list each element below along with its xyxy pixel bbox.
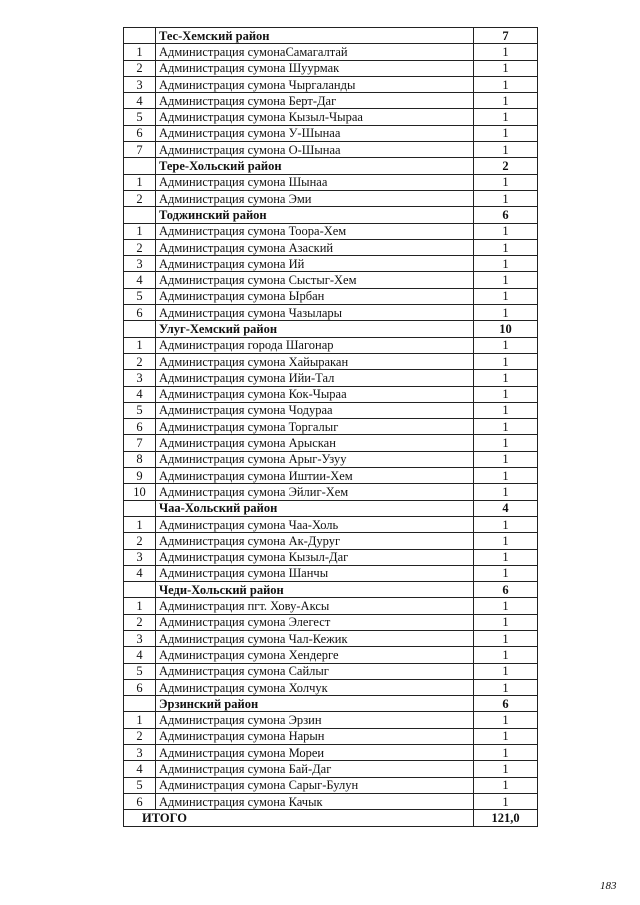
row-value: 1 <box>474 402 538 418</box>
row-name: Администрация сумона Арыскан <box>156 435 474 451</box>
total-label: ИТОГО <box>124 810 474 827</box>
table-row <box>124 353 538 369</box>
row-value: 1 <box>474 745 538 761</box>
table-row <box>124 712 538 728</box>
table-row <box>124 549 538 565</box>
row-value: 1 <box>474 419 538 435</box>
row-number: 1 <box>124 223 156 239</box>
section-title: Тере-Хольский район <box>156 158 474 174</box>
row-value: 1 <box>474 305 538 321</box>
row-number: 3 <box>124 256 156 272</box>
row-name: Администрация сумона Холчук <box>156 679 474 695</box>
page-number: 183 <box>600 880 617 892</box>
row-name: Администрация сумонаСамагалтай <box>156 44 474 60</box>
row-name: Администрация сумона Кызыл-Чыраа <box>156 109 474 125</box>
table-row <box>124 745 538 761</box>
row-number: 4 <box>124 386 156 402</box>
section-title: Улуг-Хемский район <box>156 321 474 337</box>
row-value: 1 <box>474 647 538 663</box>
row-number: 7 <box>124 142 156 158</box>
row-number: 5 <box>124 777 156 793</box>
section-number-cell <box>124 500 156 516</box>
row-name: Администрация сумона Бай-Даг <box>156 761 474 777</box>
table-row <box>124 93 538 109</box>
section-total: 6 <box>474 582 538 598</box>
row-number: 2 <box>124 190 156 206</box>
row-name: Администрация сумона Арыг-Узуу <box>156 451 474 467</box>
row-value: 1 <box>474 777 538 793</box>
row-value: 1 <box>474 549 538 565</box>
section-total: 7 <box>474 28 538 44</box>
row-number: 5 <box>124 288 156 304</box>
section-row <box>124 696 538 712</box>
row-number: 1 <box>124 337 156 353</box>
row-value: 1 <box>474 125 538 141</box>
table-row <box>124 125 538 141</box>
table-row <box>124 435 538 451</box>
section-row <box>124 321 538 337</box>
row-value: 1 <box>474 712 538 728</box>
table-row <box>124 60 538 76</box>
table-row <box>124 337 538 353</box>
row-name: Администрация сумона Нарын <box>156 728 474 744</box>
row-value: 1 <box>474 256 538 272</box>
row-number: 6 <box>124 125 156 141</box>
row-name: Администрация сумона Ырбан <box>156 288 474 304</box>
row-name: Администрация сумона У-Шынаа <box>156 125 474 141</box>
row-number: 3 <box>124 549 156 565</box>
row-number: 4 <box>124 761 156 777</box>
row-value: 1 <box>474 44 538 60</box>
row-name: Администрация сумона Ак-Дуруг <box>156 533 474 549</box>
table-row <box>124 419 538 435</box>
row-name: Администрация сумона Ий <box>156 256 474 272</box>
row-number: 4 <box>124 272 156 288</box>
section-row <box>124 207 538 223</box>
row-name: Администрация сумона Ийи-Тал <box>156 370 474 386</box>
row-name: Администрация сумона Эрзин <box>156 712 474 728</box>
row-name: Администрация сумона Чыргаланды <box>156 76 474 92</box>
table-row <box>124 663 538 679</box>
row-value: 1 <box>474 728 538 744</box>
table-row <box>124 598 538 614</box>
row-number: 4 <box>124 565 156 581</box>
row-value: 1 <box>474 451 538 467</box>
table-row <box>124 239 538 255</box>
section-number-cell <box>124 696 156 712</box>
row-value: 1 <box>474 239 538 255</box>
section-number-cell <box>124 207 156 223</box>
row-number: 2 <box>124 533 156 549</box>
row-name: Администрация сумона Торгалыг <box>156 419 474 435</box>
row-value: 1 <box>474 93 538 109</box>
table-row <box>124 468 538 484</box>
row-number: 1 <box>124 174 156 190</box>
row-value: 1 <box>474 386 538 402</box>
table-row <box>124 190 538 206</box>
section-total: 4 <box>474 500 538 516</box>
row-name: Администрация сумона Азаский <box>156 239 474 255</box>
row-value: 1 <box>474 565 538 581</box>
row-value: 1 <box>474 761 538 777</box>
row-number: 5 <box>124 402 156 418</box>
row-value: 1 <box>474 272 538 288</box>
section-total: 6 <box>474 696 538 712</box>
row-name: Администрация сумона Кызыл-Даг <box>156 549 474 565</box>
row-value: 1 <box>474 370 538 386</box>
total-row <box>124 810 538 827</box>
table-row <box>124 370 538 386</box>
row-name: Администрация сумона Сарыг-Булун <box>156 777 474 793</box>
table-row <box>124 44 538 60</box>
row-number: 8 <box>124 451 156 467</box>
row-name: Администрация сумона Эйлиг-Хем <box>156 484 474 500</box>
row-value: 1 <box>474 60 538 76</box>
section-row <box>124 158 538 174</box>
row-name: Администрация сумона Берт-Даг <box>156 93 474 109</box>
row-number: 3 <box>124 370 156 386</box>
total-value: 121,0 <box>474 810 538 827</box>
row-number: 1 <box>124 712 156 728</box>
section-row <box>124 582 538 598</box>
row-name: Администрация сумона Кок-Чыраа <box>156 386 474 402</box>
row-value: 1 <box>474 353 538 369</box>
allocation-table <box>123 27 538 827</box>
row-number: 1 <box>124 516 156 532</box>
table-row <box>124 777 538 793</box>
row-name: Администрация сумона Мореи <box>156 745 474 761</box>
row-value: 1 <box>474 516 538 532</box>
row-value: 1 <box>474 337 538 353</box>
row-name: Администрация сумона Чазылары <box>156 305 474 321</box>
table-row <box>124 142 538 158</box>
row-number: 4 <box>124 93 156 109</box>
section-title: Эрзинский район <box>156 696 474 712</box>
table-body <box>124 28 538 810</box>
section-number-cell <box>124 158 156 174</box>
table-row <box>124 565 538 581</box>
row-value: 1 <box>474 142 538 158</box>
section-total: 2 <box>474 158 538 174</box>
row-number: 6 <box>124 419 156 435</box>
row-name: Администрация пгт. Хову-Аксы <box>156 598 474 614</box>
row-name: Администрация города Шагонар <box>156 337 474 353</box>
row-number: 1 <box>124 44 156 60</box>
row-name: Администрация сумона Чал-Кежик <box>156 630 474 646</box>
row-number: 10 <box>124 484 156 500</box>
row-number: 2 <box>124 728 156 744</box>
table-row <box>124 256 538 272</box>
table-row <box>124 305 538 321</box>
row-number: 3 <box>124 76 156 92</box>
row-number: 4 <box>124 647 156 663</box>
row-value: 1 <box>474 793 538 809</box>
table-row <box>124 793 538 809</box>
table-row <box>124 288 538 304</box>
section-title: Чеди-Хольский район <box>156 582 474 598</box>
table-row <box>124 76 538 92</box>
row-value: 1 <box>474 533 538 549</box>
row-value: 1 <box>474 484 538 500</box>
row-name: Администрация сумона О-Шынаа <box>156 142 474 158</box>
row-value: 1 <box>474 223 538 239</box>
row-value: 1 <box>474 174 538 190</box>
row-number: 9 <box>124 468 156 484</box>
row-number: 5 <box>124 109 156 125</box>
row-name: Администрация сумона Шуурмак <box>156 60 474 76</box>
section-total: 6 <box>474 207 538 223</box>
section-title: Тес-Хемский район <box>156 28 474 44</box>
table-row <box>124 402 538 418</box>
row-name: Администрация сумона Эми <box>156 190 474 206</box>
table-row <box>124 647 538 663</box>
row-number: 6 <box>124 793 156 809</box>
row-name: Администрация сумона Тоора-Хем <box>156 223 474 239</box>
row-name: Администрация сумона Сыстыг-Хем <box>156 272 474 288</box>
row-value: 1 <box>474 679 538 695</box>
table-row <box>124 451 538 467</box>
table-row <box>124 630 538 646</box>
row-value: 1 <box>474 598 538 614</box>
row-number: 2 <box>124 60 156 76</box>
table-row <box>124 679 538 695</box>
section-title: Тоджинский район <box>156 207 474 223</box>
table-row <box>124 109 538 125</box>
row-name: Администрация сумона Элегест <box>156 614 474 630</box>
row-name: Администрация сумона Хайыракан <box>156 353 474 369</box>
row-number: 5 <box>124 663 156 679</box>
row-name: Администрация сумона Иштии-Хем <box>156 468 474 484</box>
section-row <box>124 28 538 44</box>
row-name: Администрация сумона Чодураа <box>156 402 474 418</box>
row-number: 3 <box>124 745 156 761</box>
section-number-cell <box>124 28 156 44</box>
row-number: 2 <box>124 614 156 630</box>
table-row <box>124 386 538 402</box>
row-name: Администрация сумона Хендерге <box>156 647 474 663</box>
row-value: 1 <box>474 76 538 92</box>
row-value: 1 <box>474 630 538 646</box>
row-name: Администрация сумона Чаа-Холь <box>156 516 474 532</box>
section-number-cell <box>124 582 156 598</box>
row-value: 1 <box>474 190 538 206</box>
section-number-cell <box>124 321 156 337</box>
row-number: 1 <box>124 598 156 614</box>
row-value: 1 <box>474 109 538 125</box>
table-row <box>124 272 538 288</box>
table-row <box>124 728 538 744</box>
row-value: 1 <box>474 288 538 304</box>
section-row <box>124 500 538 516</box>
table-row <box>124 614 538 630</box>
table-row <box>124 484 538 500</box>
row-value: 1 <box>474 435 538 451</box>
row-name: Администрация сумона Шынаа <box>156 174 474 190</box>
row-value: 1 <box>474 468 538 484</box>
row-name: Администрация сумона Качык <box>156 793 474 809</box>
section-title: Чаа-Хольский район <box>156 500 474 516</box>
row-number: 2 <box>124 353 156 369</box>
table-row <box>124 516 538 532</box>
section-total: 10 <box>474 321 538 337</box>
row-number: 2 <box>124 239 156 255</box>
table-row <box>124 533 538 549</box>
row-value: 1 <box>474 614 538 630</box>
row-number: 7 <box>124 435 156 451</box>
row-number: 3 <box>124 630 156 646</box>
row-name: Администрация сумона Сайлыг <box>156 663 474 679</box>
row-name: Администрация сумона Шанчы <box>156 565 474 581</box>
row-value: 1 <box>474 663 538 679</box>
table-row <box>124 174 538 190</box>
row-number: 6 <box>124 679 156 695</box>
row-number: 6 <box>124 305 156 321</box>
table-row <box>124 761 538 777</box>
table-row <box>124 223 538 239</box>
